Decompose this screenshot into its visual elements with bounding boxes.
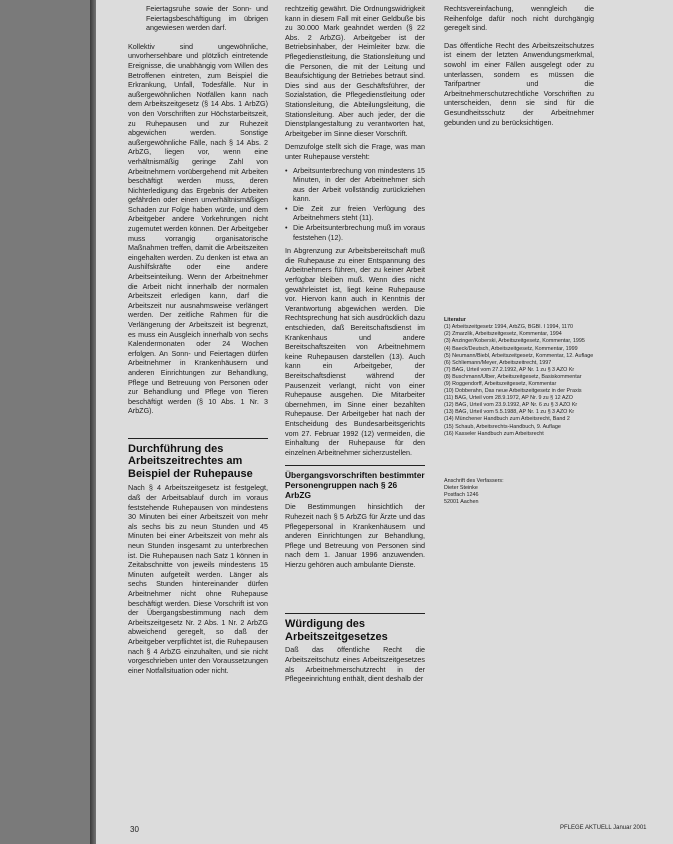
column-right [444, 4, 594, 506]
bullet-list [285, 166, 425, 243]
section-rule [128, 438, 268, 439]
question-paragraph: Demzufolge stellt sich die Frage, was man unter Ruhepause versteht: [285, 142, 425, 161]
section-heading: Übergangsvorschriften bestimmter Personengruppen nach § 26 ArbZG [285, 470, 425, 501]
literature-item: (7) BAG, Urteil vom 27.2.1992, AP Nr. 1 zu § 3 AZO Kr [444, 366, 575, 373]
author-line: Anschrift des Verfassers: [444, 477, 504, 484]
literature-item: (10) Dobberahn, Das neue Arbeitszeitgesetz in der Praxis [444, 388, 582, 395]
literature-item: (8) Buschmann/Ulber, Arbeitszeitgesetz, Basiskommentar [444, 373, 582, 380]
body-paragraph: Kollektiv sind ungewöhnliche, unvorhersehbare und plötzlich eintretende Ereignisse, die unabhängig vom Willen des Betroffenen eintreten, zum Beispiel die Erkrankung, Unfall, Todesfälle. Nur in außergewöhnlichen Notfällen kann nach dem Arbeitszeitgesetz (§ 14 Abs. 1 ArbZG) von den Vorschriften zur Höchstarbeitszeit, zu Ruhepausen und zur Ruhezeit abgewichen werden. Sonstige außergewöhnliche Fälle, nach § 14 Abs. 2 ArbZG, liegen vor, wenn eine verhältnismäßig geringe Zahl von Arbeitnehmern vorübergehend mit Arbeiten beschäftigt werden muss, deren Nichterledigung das Ergebnis der Arbeiten gefährden oder einen unverhältnismäßigen Schaden zur Folge haben würde, und dem Arbeitgeber andere Vorkehrungen nicht zugemutet werden können. Der Arbeitgeber muss vorrangig organisatorische Maßnahmen treffen, damit die Arbeitszeiten eingehalten werden. Zu denken ist etwa an Aushilfskräfte oder eine andere Arbeitseinteilung. Wenn der Arbeitnehmer die Arbeit nicht innerhalb der normalen Arbeitszeit erledigen kann, darf die Arbeitszeit nur ausnahmsweise verlängert werden. Der zeitliche Rahmen für die Verlängerung der Arbeitszeit ist begrenzt, es muss ein Ausgleich innerhalb von sechs Kalendermonaten oder 24 Wochen erfolgen. An Sonn- und Feiertagen dürfen Arbeitnehmer in Krankenhäusern und anderen Einrichtungen zur Behandlung, Pflege und Betreuung von Personen oder zur Behandlung und Pflege von Tieren beschäftigt werden (§ 10 Abs. 1 Nr. 3 ArbZG). [128, 41, 268, 416]
literature-item: (6) Schliemann/Meyer, Arbeitszeitrecht, 1997 [444, 359, 552, 366]
section-rule [285, 613, 425, 614]
literature-item: (14) Münchener Handbuch zum Arbeitsrecht, Band 2 [444, 416, 570, 423]
footer-journal: PFLEGE AKTUELL Januar 2001 [560, 825, 647, 831]
literature-item: (9) Roggendorff, Arbeitszeitgesetz, Kommentar [444, 380, 557, 387]
top-paragraph: Feiertagsruhe sowie der Sonn- und Feiertagsbeschäftigung im übrigen angewiesen werden darf. [146, 4, 268, 33]
body-paragraph: In Abgrenzung zur Arbeitsbereitschaft muß die Ruhepause zu einer Entspannung des Arbeitnehmers führen, der zu keiner Arbeit verfügbar bleiben muß. Wenn dies nicht gewährleistet ist, liegt keine Ruhepause vor. Hiervon kann auch in Kenntnis der Verantwortung abgewichen werden. Die Rechtsprechung hat sich ausdrücklich dazu entschieden, daß Bereitschaftsdienst im Krankenhaus und andere Bereitschaftszeiten von Arbeitnehmern keine Ruhepausen darstellen (13). Auch kann ein Arbeitgeber, der Bereitschaftsdienst während der Pausenzeit verlangt, nicht von einer Ruhepause ausgehen. Die Mitarbeiter übernehmen, im Sinne einer bezahlten Ruhepause. Der Arbeitgeber hat nach der Entscheidung des Bundesarbeitsgerichts vom 27. Februar 1992 (12) vermeiden, die Einhaltung der Ruhepause für den einzelnen Arbeitnehmer sicherzustellen. [285, 246, 425, 457]
literature-heading: Literatur [444, 317, 466, 324]
list-item: • Die Zeit zur freien Verfügung des Arbeitnehmers steht (11). [285, 204, 425, 223]
body-paragraph: rechtzeitig gewährt. Die Ordnungswidrigkeit kann in diesem Fall mit einer Geldbuße bis zu 30.000 Mark geahndet werden (§ 22 Abs. 2 ArbZG). Arbeitgeber ist der Betriebsinhaber, der Heimleiter bzw. die Pflegedienstleitung, die Stationsleitung und die Personen, die mit der Leitung und Beaufsichtigung der Betriebes betraut sind. Dies sind aus der Geschäftsführer, der Sozialstation, die Pflegedienstleitung oder Stationsleitung, die Abteilungsleitung, die Stationsleitung. Aber auch jeder, der die Dienstplangestaltung zu verantworten hat, Arbeitgeber im Sinne dieser Vorschrift. [285, 4, 425, 138]
literature-item: (2) Zmarzlik, Arbeitszeitgesetz, Kommentar, 1994 [444, 331, 562, 338]
body-paragraph: Rechtsvereinfachung, wenngleich die Reihenfolge dafür noch nicht durchgängig geregelt sind. [444, 4, 594, 33]
author-line: Dieter Steinke [444, 484, 478, 491]
literature-item: (11) BAG, Urteil vom 28.9.1972, AP Nr. 9 zu § 12 AZO [444, 395, 573, 402]
author-line: Postfach 1246 [444, 491, 479, 498]
body-paragraph: Das öffentliche Recht des Arbeitszeitschutzes ist einem der letzten Anwendungsmerkmal, sowohl im einer Fällen ausgelegt oder zu unterlassen, sondern es müssen die Tarifpartner und die Arbeitnehmerschutzrechtliche Vorschriften zu unterscheiden, denn sie sind für die Gesundheitsschutz der Arbeitnehmer gebunden und zu berücksichtigen. [444, 40, 594, 127]
literature-item: (1) Arbeitszeitgesetz 1994, ArbZG, BGBl. I 1994, 1170 [444, 324, 574, 331]
list-item: • Die Arbeitsunterbrechung muß im voraus feststehen (12). [285, 223, 425, 242]
literature-item: (12) BAG, Urteil vom 23.9.1992, AP Nr. 6 zu § 3 AZO Kr [444, 402, 578, 409]
column-middle [285, 4, 425, 684]
literature-item: (16) Kasseler Handbuch zum Arbeitsrecht [444, 430, 544, 437]
literature-item: (4) Baeck/Deutsch, Arbeitszeitgesetz, Kommentar, 1999 [444, 345, 578, 352]
section-rule [285, 465, 425, 466]
section-heading: Würdigung des Arbeitszeitgesetzes [285, 618, 388, 643]
literature-list [444, 317, 594, 438]
section-paragraph: Daß das öffentliche Recht die Arbeitszeitschutz eines Arbeitszeitgesetzes als Arbeitnehmerschutzrecht in der Pflegeeinrichtung enthält, dient deshalb der [285, 645, 425, 684]
literature-item: (15) Schaub, Arbeitsrechts-Handbuch, 9. Auflage [444, 423, 561, 430]
section-paragraph: Nach § 4 Arbeitszeitgesetz ist festgelegt, daß der Arbeitsablauf durch im voraus feststehende Ruhepausen von mindestens 30 Minuten bei einer Arbeitszeit von mehr als sechs bis zu neun Stunden und 45 Minuten bei einer Arbeitszeit von mehr als neun Stunden insgesamt zu unterbrechen ist. Die Ruhepausen nach Satz 1 können in Zeitabschnitte von jeweils mindestens 15 Minuten aufgeteilt werden. Länger als sechs Stunden hintereinander dürfen Arbeitnehmer nicht ohne Ruhepause beschäftigt werden. Diese Vorschrift ist von der Übergangsbestimmung nach dem Arbeitszeitgesetz Nr. 2 Abs. 1 Nr. 2 ArbZG abweichend geregelt, so daß der Arbeitgeber verpflichtet ist, die Ruhepausen nach § 4 ArbZG einzuhalten, und sie nicht vorgeschrieben unter den Voraussetzungen einer Notfallsituation oder nicht. [128, 483, 268, 675]
literature-item: (13) BAG, Urteil vom 5.5.1988, AP Nr. 1 zu § 3 AZO Kr [444, 409, 575, 416]
literature-item: (5) Neumann/Biebl, Arbeitszeitgesetz, Kommentar, 12. Auflage [444, 352, 594, 359]
section-heading: Durchführung des Arbeitszeitrechtes am Beispiel der Ruhepause [128, 442, 253, 480]
author-line: 52001 Aachen [444, 499, 479, 505]
section-paragraph: Die Bestimmungen hinsichtlich der Ruhezeit nach § 5 ArbZG für Ärzte und das Pflegepersonal in Krankenhäusern und anderen Einrichtungen zur Behandlung, Pflege und Betreuung von Personen sind nach dem 1. Januar 1996 anzuwenden. Hierzu gehören auch ambulante Dienste. [285, 502, 425, 569]
page-number: 30 [130, 825, 139, 834]
literature-item: (3) Anzinger/Koberski, Arbeitszeitgesetz, Kommentar, 1995 [444, 338, 585, 345]
author-address [444, 478, 594, 506]
list-item: • Arbeitsunterbrechung von mindestens 15 Minuten, in der der Arbeitnehmer sich aus der Arbeit vollständig zurückziehen kann. [285, 166, 425, 204]
column-left [128, 4, 268, 675]
